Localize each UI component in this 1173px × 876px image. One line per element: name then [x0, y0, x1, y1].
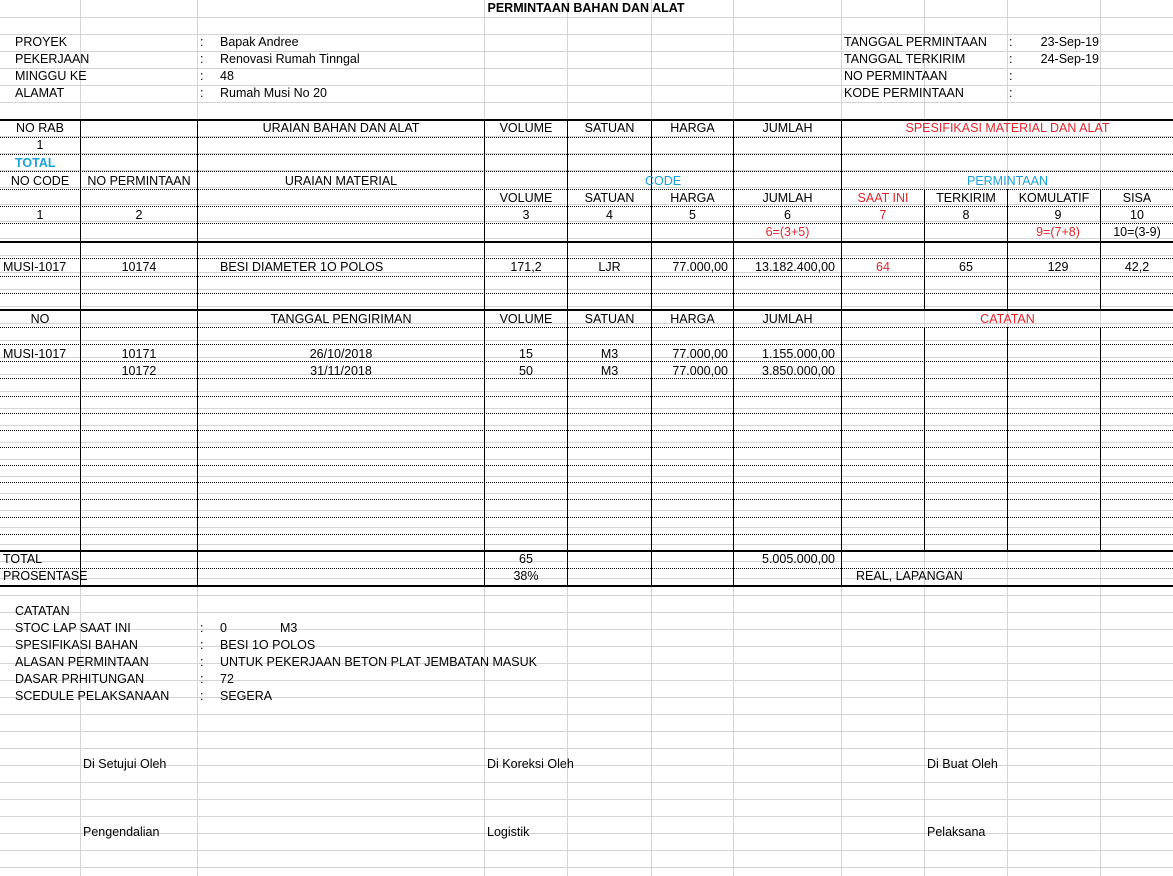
- address-value[interactable]: Rumah Musi No 20: [220, 86, 327, 100]
- col-catatan: CATATAN: [980, 312, 1035, 326]
- week-label: MINGGU KE: [15, 69, 87, 83]
- sub-saat-ini: SAAT INI: [857, 191, 909, 205]
- delivery-date[interactable]: 31/11/2018: [310, 364, 372, 378]
- sub-harga: HARGA: [670, 191, 715, 205]
- col-number: 10: [1130, 208, 1144, 222]
- sent-date-label: TANGGAL TERKIRIM: [844, 52, 966, 66]
- colon: :: [200, 621, 204, 635]
- formula-sisa: 10=(3-9): [1113, 225, 1161, 239]
- sub-terkirim: TERKIRIM: [936, 191, 996, 205]
- col-spesifikasi: SPESIFIKASI MATERIAL DAN ALAT: [905, 121, 1110, 135]
- material-volume[interactable]: 171,2: [510, 260, 542, 274]
- delivery-no[interactable]: 10172: [121, 364, 157, 378]
- delivery-amount[interactable]: 1.155.000,00: [762, 347, 835, 361]
- note-label: DASAR PRHITUNGAN: [15, 672, 145, 686]
- col-uraian-bahan: URAIAN BAHAN DAN ALAT: [262, 121, 420, 135]
- sub-volume: VOLUME: [499, 191, 553, 205]
- colon: :: [200, 638, 204, 652]
- delivery-volume[interactable]: 50: [519, 364, 533, 378]
- rab-no-value[interactable]: 1: [36, 138, 44, 152]
- colon: :: [200, 655, 204, 669]
- col-uraian-material: URAIAN MATERIAL: [284, 174, 398, 188]
- delivery-code[interactable]: MUSI-1017: [3, 347, 67, 361]
- note-label: SCEDULE PELAKSANAAN: [15, 689, 170, 703]
- colon: :: [200, 52, 204, 66]
- material-price[interactable]: 77.000,00: [672, 260, 728, 274]
- formula-jumlah: 6=(3+5): [765, 225, 810, 239]
- colon: :: [1009, 35, 1013, 49]
- maker-role: Pelaksana: [927, 825, 986, 839]
- colon: :: [200, 672, 204, 686]
- job-label: PEKERJAAN: [15, 52, 90, 66]
- colon: :: [200, 69, 204, 83]
- total-amount[interactable]: 5.005.000,00: [762, 552, 835, 566]
- col-number: 1: [36, 208, 44, 222]
- rab-total-label: TOTAL: [15, 156, 56, 170]
- col-satuan: SATUAN: [584, 121, 635, 135]
- col-number: 7: [879, 208, 887, 222]
- note-value[interactable]: SEGERA: [220, 689, 273, 703]
- col-number: 8: [962, 208, 970, 222]
- real-field-label: REAL, LAPANGAN: [856, 569, 963, 583]
- col-no: NO: [30, 312, 50, 326]
- note-value[interactable]: 0: [220, 621, 227, 635]
- note-value[interactable]: UNTUK PEKERJAAN BETON PLAT JEMBATAN MASUK: [220, 655, 537, 669]
- col-number: 4: [606, 208, 613, 222]
- col-no-rab: NO RAB: [16, 121, 64, 135]
- formula-komulatif: 9=(7+8): [1036, 225, 1080, 239]
- material-amount[interactable]: 13.182.400,00: [755, 260, 835, 274]
- sheet-title: PERMINTAAN BAHAN DAN ALAT: [487, 1, 685, 15]
- colon: :: [200, 689, 204, 703]
- material-current[interactable]: 64: [876, 260, 890, 274]
- delivery-price[interactable]: 77.000,00: [672, 364, 728, 378]
- material-remaining[interactable]: 42,2: [1124, 260, 1150, 274]
- address-label: ALAMAT: [15, 86, 65, 100]
- col-number: 3: [522, 208, 530, 222]
- note-label: ALASAN PERMINTAAN: [15, 655, 149, 669]
- note-value[interactable]: 72: [220, 672, 234, 686]
- col-jumlah: JUMLAH: [762, 121, 813, 135]
- percentage-value[interactable]: 38%: [513, 569, 539, 583]
- delivery-no[interactable]: 10171: [121, 347, 157, 361]
- sub-sisa: SISA: [1122, 191, 1152, 205]
- total-label: TOTAL: [3, 552, 43, 566]
- delivery-unit[interactable]: M3: [600, 347, 619, 361]
- col-volume: VOLUME: [499, 312, 553, 326]
- colon: :: [1009, 52, 1013, 66]
- material-description[interactable]: BESI DIAMETER 1O POLOS: [220, 260, 384, 274]
- group-permintaan: PERMINTAAN: [966, 174, 1049, 188]
- col-number: 2: [135, 208, 143, 222]
- request-code-label: KODE PERMINTAAN: [844, 86, 964, 100]
- material-sent[interactable]: 65: [959, 260, 973, 274]
- approved-by-label: Di Setujui Oleh: [83, 757, 167, 771]
- delivery-unit[interactable]: M3: [600, 364, 619, 378]
- delivery-amount[interactable]: 3.850.000,00: [762, 364, 835, 378]
- sub-komulatif: KOMULATIF: [1018, 191, 1090, 205]
- material-code[interactable]: MUSI-1017: [3, 260, 67, 274]
- project-label: PROYEK: [15, 35, 68, 49]
- material-unit[interactable]: LJR: [598, 260, 621, 274]
- corrector-role: Logistik: [487, 825, 530, 839]
- col-satuan: SATUAN: [584, 312, 635, 326]
- delivery-price[interactable]: 77.000,00: [672, 347, 728, 361]
- col-no-code: NO CODE: [10, 174, 70, 188]
- percentage-label: PROSENTASE: [3, 569, 88, 583]
- corrected-by-label: Di Koreksi Oleh: [487, 757, 574, 771]
- notes-title: CATATAN: [15, 604, 70, 618]
- material-request-no[interactable]: 10174: [121, 260, 157, 274]
- col-tanggal-pengiriman: TANGGAL PENGIRIMAN: [270, 312, 412, 326]
- week-value[interactable]: 48: [220, 69, 234, 83]
- project-value[interactable]: Bapak Andree: [220, 35, 299, 49]
- note-label: SPESIFIKASI BAHAN: [15, 638, 138, 652]
- group-code: CODE: [644, 174, 682, 188]
- note-label: STOC LAP SAAT INI: [15, 621, 131, 635]
- col-number: 6: [784, 208, 791, 222]
- sent-date-value[interactable]: 24-Sep-19: [1040, 52, 1099, 66]
- approver-role: Pengendalian: [83, 825, 160, 839]
- request-no-label: NO PERMINTAAN: [844, 69, 948, 83]
- col-jumlah: JUMLAH: [762, 312, 813, 326]
- col-harga: HARGA: [670, 312, 715, 326]
- colon: :: [200, 86, 204, 100]
- note-unit[interactable]: M3: [280, 621, 298, 635]
- col-volume: VOLUME: [499, 121, 553, 135]
- material-cumulative[interactable]: 129: [1047, 260, 1069, 274]
- total-volume[interactable]: 65: [519, 552, 533, 566]
- sub-jumlah: JUMLAH: [762, 191, 813, 205]
- request-date-value[interactable]: 23-Sep-19: [1040, 35, 1099, 49]
- made-by-label: Di Buat Oleh: [927, 757, 998, 771]
- delivery-volume[interactable]: 15: [519, 347, 533, 361]
- colon: :: [1009, 69, 1013, 83]
- sub-satuan: SATUAN: [584, 191, 635, 205]
- note-value[interactable]: BESI 1O POLOS: [220, 638, 316, 652]
- delivery-date[interactable]: 26/10/2018: [309, 347, 373, 361]
- colon: :: [200, 35, 204, 49]
- request-date-label: TANGGAL PERMINTAAN: [844, 35, 987, 49]
- job-value[interactable]: Renovasi Rumah Tinngal: [220, 52, 360, 66]
- colon: :: [1009, 86, 1013, 100]
- col-harga: HARGA: [670, 121, 715, 135]
- col-number: 9: [1054, 208, 1062, 222]
- col-number: 5: [689, 208, 696, 222]
- col-no-permintaan: NO PERMINTAAN: [87, 174, 191, 188]
